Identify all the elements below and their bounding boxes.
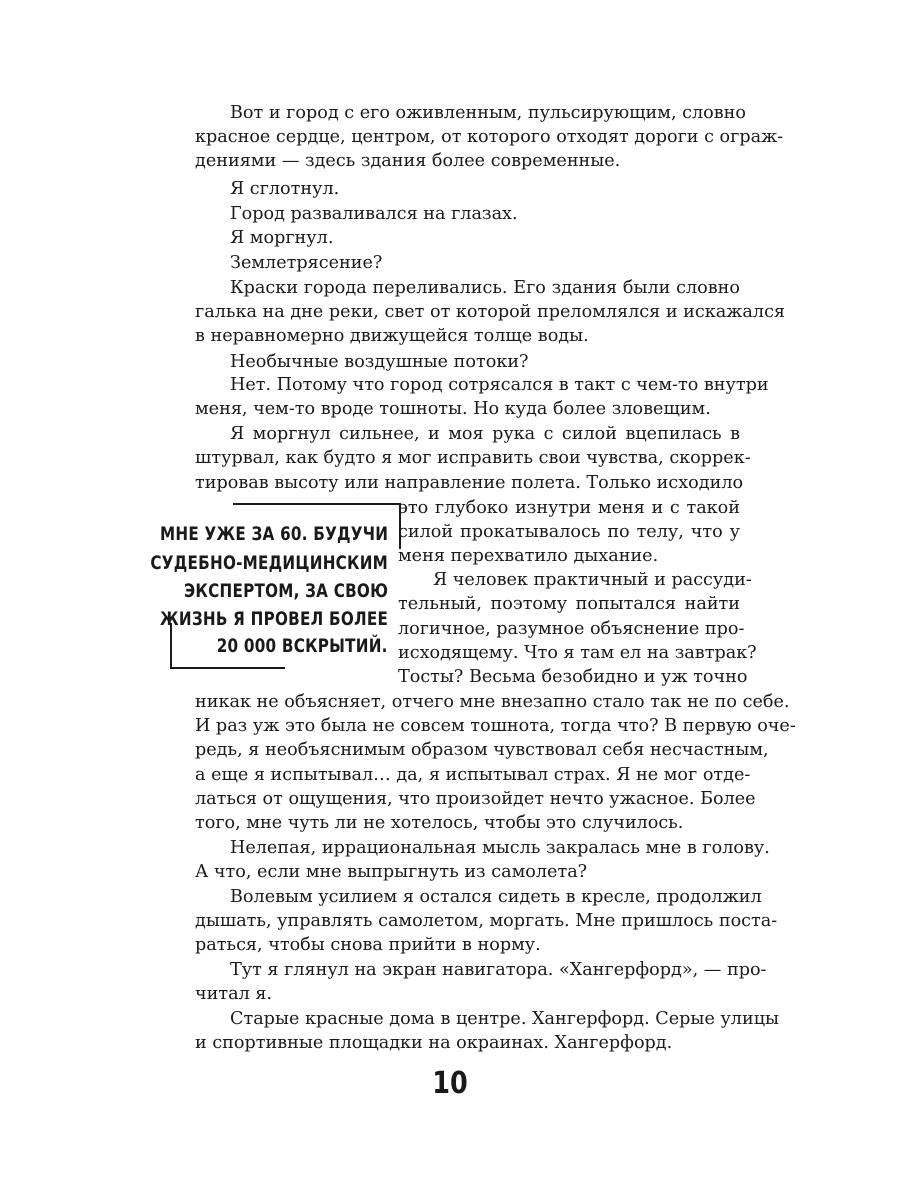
text-line: Необычные воздушные потоки? <box>230 352 529 372</box>
text-line: меня перехватило дыхание. <box>398 546 659 566</box>
page-number: 10 <box>432 1066 468 1101</box>
pull-quote-line: ЭКСПЕРТОМ, ЗА СВОЮ <box>183 580 388 602</box>
text-line: Я человек практичный и рассуди- <box>433 570 752 590</box>
pull-quote-line: ЖИЗНЬ Я ПРОВЕЛ БОЛЕЕ <box>159 608 388 630</box>
text-line: в неравномерно движущейся толще воды. <box>195 326 589 346</box>
text-line: Я моргнул сильнее, и моя рука с силой вцепилась в <box>230 424 740 444</box>
text-line: читал я. <box>195 984 273 1004</box>
text-line: того, мне чуть ли не хотелось, чтобы это случилось. <box>195 813 684 833</box>
text-line: Краски города переливались. Его здания были словно <box>230 278 740 298</box>
text-line: Я сглотнул. <box>230 179 340 199</box>
text-line: и спортивные площадки на окраинах. Хангерфорд. <box>195 1033 673 1053</box>
text-line: галька на дне реки, свет от которой преломлялся и искажался <box>195 302 786 322</box>
text-line: Вот и город с его оживленным, пульсирующим, словно <box>230 103 746 123</box>
text-line: дениями — здесь здания более современные. <box>195 151 621 171</box>
text-line: Тосты? Весьма безобидно и уж точно <box>398 667 748 687</box>
text-line: Город разваливался на глазах. <box>230 204 518 224</box>
text-line: логичное, разумное объяснение про- <box>398 619 745 639</box>
text-line: Нелепая, иррациональная мысль закралась мне в голову. <box>230 838 770 858</box>
text-line: А что, если мне выпрыгнуть из самолета? <box>195 862 588 882</box>
text-line: латься от ощущения, что произойдет нечто ужасное. Более <box>195 789 756 809</box>
pull-quote <box>150 503 410 671</box>
text-line: Я моргнул. <box>230 228 334 248</box>
text-line: Волевым усилием я остался сидеть в кресле, продолжил <box>230 887 762 907</box>
pull-quote-line: 20 000 ВСКРЫТИЙ. <box>217 635 388 657</box>
text-line: красное сердце, центром, от которого отходят дороги с ограж- <box>195 127 784 147</box>
text-line: Землетрясение? <box>230 253 383 273</box>
text-line: силой прокатывалось по телу, что у <box>398 522 740 542</box>
text-line: исходящему. Что я там ел на завтрак? <box>398 643 757 663</box>
text-line: дышать, управлять самолетом, моргать. Мне пришлось поста- <box>195 911 778 931</box>
text-line: Тут я глянул на экран навигатора. «Хангерфорд», — про- <box>230 960 767 980</box>
text-line: никак не объясняет, отчего мне внезапно стало так не по себе. <box>195 692 790 712</box>
text-line: И раз уж это была не совсем тошнота, тогда что? В первую оче- <box>195 716 796 736</box>
text-line: тельный, поэтому попытался найти <box>398 594 740 614</box>
text-line: штурвал, как будто я мог исправить свои чувства, скоррек- <box>195 448 751 468</box>
text-line: Нет. Потому что город сотрясался в такт с чем-то внутри <box>230 375 769 395</box>
pull-quote-line: СУДЕБНО-МЕДИЦИНСКИМ <box>150 552 388 574</box>
text-line: меня, чем-то вроде тошноты. Но куда более зловещим. <box>195 399 711 419</box>
text-line: раться, чтобы снова прийти в норму. <box>195 935 541 955</box>
text-line: редь, я необъяснимым образом чувствовал себя несчастным, <box>195 740 769 760</box>
text-line: тировав высоту или направление полета. Только исходило <box>195 473 744 493</box>
text-line: это глубоко изнутри меня и с такой <box>398 498 740 518</box>
text-line: Старые красные дома в центре. Хангерфорд. Серые улицы <box>230 1009 780 1029</box>
text-line: а еще я испытывал… да, я испытывал страх. Я не мог отде- <box>195 765 751 785</box>
pull-quote-line: МНЕ УЖЕ ЗА 60. БУДУЧИ <box>159 523 388 545</box>
